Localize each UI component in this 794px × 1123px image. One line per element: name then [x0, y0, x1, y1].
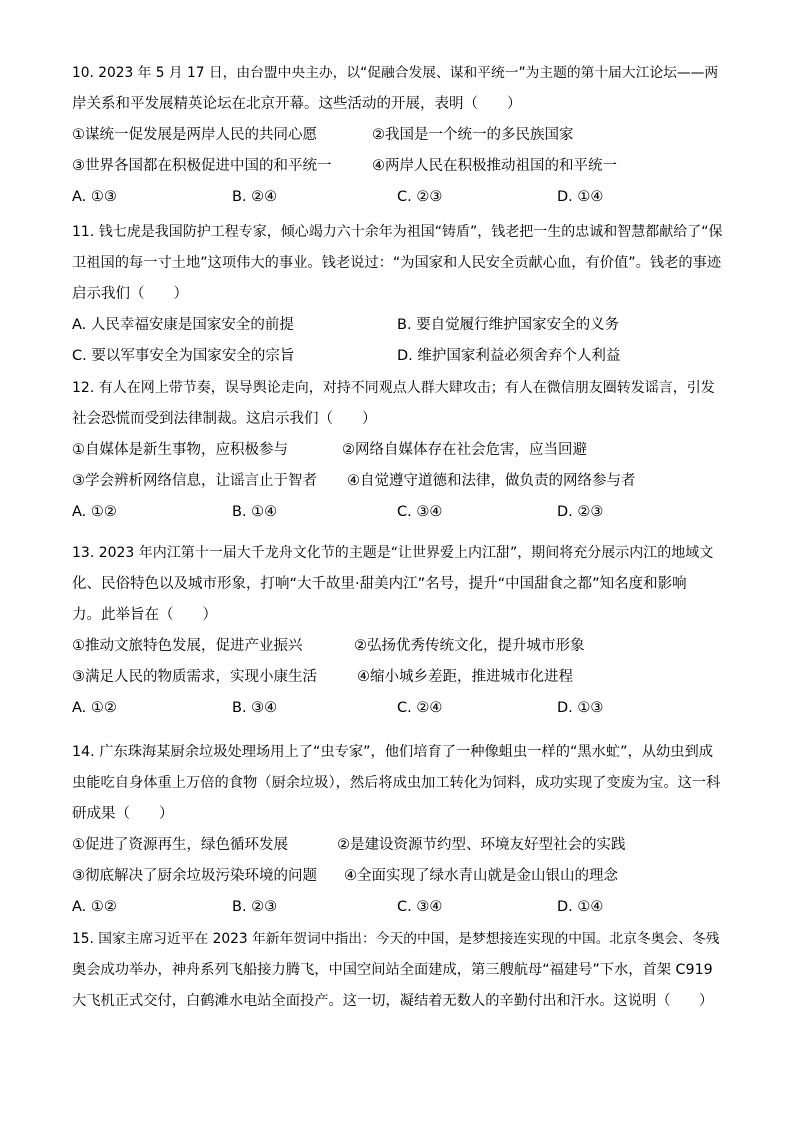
statement-3: ③学会辨析网络信息，让谣言止于智者 — [72, 473, 317, 489]
question-stem-line: 15. 国家主席习近平在 2023 年新年贺词中指出：今天的中国，是梦想接连实现的中国。北京冬奥会、冬残 — [72, 931, 720, 947]
statement-2: ②弘扬优秀传统文化，提升城市形象 — [354, 638, 585, 654]
choice-a[interactable]: A. ①② — [72, 504, 117, 520]
choice-c[interactable]: C. 要以军事安全为国家安全的宗旨 — [72, 348, 295, 364]
question-stem-line: 13. 2023 年内江第十一届大千龙舟文化节的主题是“让世界爱上内江甜”，期间将充分展示内江的地域文 — [72, 545, 714, 561]
choice-b[interactable]: B. ②④ — [232, 189, 278, 205]
statement-row — [72, 861, 722, 892]
choice-a[interactable]: A. 人民幸福安康是国家安全的前提 — [72, 317, 294, 333]
statement-row — [72, 662, 722, 693]
statement-1: ①自媒体是新生事物，应积极参与 — [72, 442, 288, 458]
question-stem-line: 大飞机正式交付，白鹤滩水电站全面投产。这一切，凝结着无数人的辛勤付出和汗水。这说明（ ） — [72, 993, 714, 1009]
choice-d[interactable]: D. ②③ — [557, 504, 604, 520]
question-stem-line: 社会恐慌而受到法律制裁。这启示我们（ ） — [72, 411, 377, 427]
question-stem-line: 岸关系和平发展精英论坛在北京开幕。这些活动的开展，表明（ ） — [72, 96, 522, 112]
choice-row — [72, 310, 722, 341]
statement-1: ①推动文旅特色发展，促进产业振兴 — [72, 638, 303, 654]
statement-3: ③彻底解决了厨余垃圾污染环境的问题 — [72, 868, 317, 884]
statement-row — [72, 120, 722, 151]
choice-d[interactable]: D. ①③ — [557, 700, 604, 716]
question-stem-line: 奥会成功举办，神舟系列飞船接力腾飞，中国空间站全面建成，第三艘航母“福建号”下水，首架 C919 — [72, 962, 713, 978]
question-stem-line: 11. 钱七虎是我国防护工程专家，倾心竭力六十余年为祖国“铸盾”，钱老把一生的忠诚和智慧都献给了“保 — [72, 224, 723, 240]
choice-b[interactable]: B. ③④ — [232, 700, 278, 716]
choice-row — [72, 892, 722, 923]
question-15 — [72, 924, 722, 1017]
choice-b[interactable]: B. 要自觉履行维护国家安全的义务 — [397, 317, 620, 333]
choice-b[interactable]: B. ①④ — [232, 504, 278, 520]
question-12 — [72, 373, 722, 528]
choice-d[interactable]: D. 维护国家利益必须舍弃个人利益 — [397, 348, 621, 364]
statement-4: ④缩小城乡差距，推进城市化进程 — [357, 669, 573, 685]
statement-row — [72, 466, 722, 497]
statement-4: ④全面实现了绿水青山就是金山银山的理念 — [344, 868, 618, 884]
question-stem-line: 12. 有人在网上带节奏，误导舆论走向，对持不同观点人群大肆攻击；有人在微信朋友圈转发谣言，引发 — [72, 380, 715, 396]
choice-c[interactable]: C. ②③ — [397, 189, 443, 205]
choice-d[interactable]: D. ①④ — [557, 899, 604, 915]
question-stem-line: 力。此举旨在（ ） — [72, 607, 217, 623]
choice-c[interactable]: C. ③④ — [397, 504, 443, 520]
choice-row — [72, 693, 722, 724]
choice-c[interactable]: C. ②④ — [397, 700, 443, 716]
choice-row — [72, 182, 722, 213]
statement-row — [72, 631, 722, 662]
choice-b[interactable]: B. ②③ — [232, 899, 278, 915]
question-13 — [72, 538, 722, 724]
statement-1: ①谋统一促发展是两岸人民的共同心愿 — [72, 127, 317, 143]
statement-2: ②网络自媒体存在社会危害，应当回避 — [342, 442, 587, 458]
question-14 — [72, 737, 722, 923]
question-stem-line: 14. 广东珠海某厨余垃圾处理场用上了“虫专家”，他们培育了一种像蛆虫一样的“黑水虻”，从幼虫到成 — [72, 744, 713, 760]
statement-row — [72, 830, 722, 861]
choice-c[interactable]: C. ③④ — [397, 899, 443, 915]
statement-4: ④两岸人民在积极推动祖国的和平统一 — [372, 158, 617, 174]
statement-2: ②我国是一个统一的多民族国家 — [372, 127, 574, 143]
choice-a[interactable]: A. ①② — [72, 700, 117, 716]
choice-a[interactable]: A. ①③ — [72, 189, 117, 205]
question-stem-line: 卫祖国的每一寸土地”这项伟大的事业。钱老说过：“为国家和人民安全贡献心血，有价值”。钱老的事迹 — [72, 255, 722, 271]
statement-4: ④自觉遵守道德和法律，做负责的网络参与者 — [347, 473, 636, 489]
choice-d[interactable]: D. ①④ — [557, 189, 604, 205]
question-stem-line: 10. 2023 年 5 月 17 日，由台盟中央主办，以“促融合发展、谋和平统一”为主题的第十届大江论坛——两 — [72, 65, 719, 81]
choice-row — [72, 497, 722, 528]
statement-3: ③世界各国都在积极促进中国的和平统一 — [72, 158, 332, 174]
statement-2: ②是建设资源节约型、环境友好型社会的实践 — [337, 837, 626, 853]
choice-a[interactable]: A. ①② — [72, 899, 117, 915]
question-stem-line: 虫能吃自身体重上万倍的食物（厨余垃圾），然后将成虫加工转化为饲料，成功实现了变废为宝。这一科 — [72, 775, 721, 791]
statement-row — [72, 435, 722, 466]
question-stem-line: 研成果（ ） — [72, 806, 174, 822]
question-stem-line: 启示我们（ ） — [72, 286, 188, 302]
statement-1: ①促进了资源再生，绿色循环发展 — [72, 837, 288, 853]
statement-row — [72, 151, 722, 182]
statement-3: ③满足人民的物质需求，实现小康生活 — [72, 669, 317, 685]
question-10 — [72, 58, 722, 213]
question-11 — [72, 217, 722, 372]
question-stem-line: 化、民俗特色以及城市形象，打响“大千故里·甜美内江”名号，提升“中国甜食之都”知名度和影响 — [72, 576, 687, 592]
choice-row — [72, 341, 722, 372]
